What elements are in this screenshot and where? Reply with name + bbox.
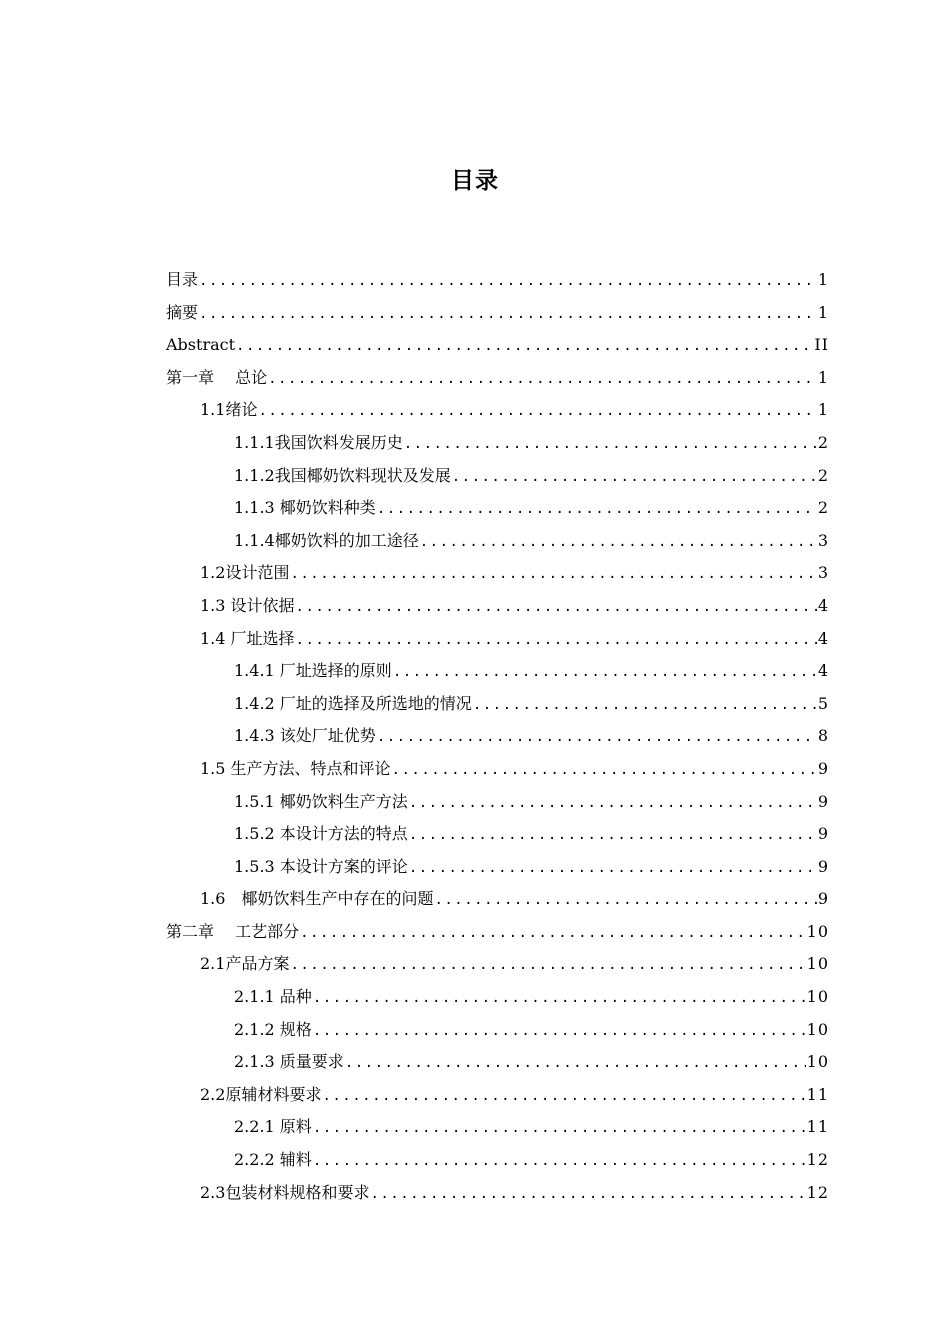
toc-entry-label: 1.5.2 本设计方法的特点 [234,824,408,844]
toc-page-number: 11 [806,1117,829,1137]
toc-page-number: 10 [806,1052,829,1072]
toc-page-number: 2 [817,465,829,485]
toc-page-number: 8 [817,726,829,746]
toc-page-number: 12 [806,1150,829,1170]
toc-dot-leader [300,917,806,950]
toc-page-number: 4 [817,628,829,648]
toc-dot-leader [473,689,817,722]
toc-dot-leader [345,1047,806,1080]
toc-dot-leader [236,330,813,363]
toc-dot-leader [313,1112,806,1145]
toc-entry[interactable] [166,786,829,819]
toc-page-number: 2 [817,432,829,452]
toc-entry[interactable] [166,362,829,395]
toc-page-number: 3 [817,530,829,550]
toc-dot-leader [313,982,806,1015]
toc-entry-label: 1.4 厂址选择 [200,628,295,648]
toc-entry-label: 1.4.3 该处厂址优势 [234,726,376,746]
toc-page-number: 1 [817,302,829,322]
toc-entry[interactable] [166,981,829,1014]
toc-entry-label: 2.2.2 辅料 [234,1150,312,1170]
toc-page-number: 11 [806,1084,829,1104]
toc-entry[interactable] [166,329,829,362]
toc-entry-label: 2.2.1 原料 [234,1117,312,1137]
toc-entry[interactable] [166,427,829,460]
toc-entry[interactable] [166,1046,829,1079]
toc-dot-leader [409,852,817,885]
toc-page-number: 4 [817,595,829,615]
toc-entry[interactable] [166,720,829,753]
toc-page-number: II [814,335,829,355]
toc-entry-label: 1.1绪论 [200,400,258,420]
toc-entry-label: 2.2原辅材料要求 [200,1084,322,1104]
toc-dot-leader [313,1145,806,1178]
toc-page-number: 5 [817,693,829,713]
toc-entry[interactable] [166,688,829,721]
toc-entry-label: 2.1.2 规格 [234,1019,312,1039]
toc-entry[interactable] [166,1111,829,1144]
toc-page-number: 9 [817,889,829,909]
toc-dot-leader [322,1080,805,1113]
toc-entry[interactable] [166,492,829,525]
toc-entry[interactable] [166,1014,829,1047]
toc-page-number: 1 [817,400,829,420]
toc-dot-leader [313,1015,806,1048]
toc-dot-leader [420,526,817,559]
toc-entry-label: 1.1.4椰奶饮料的加工途径 [234,530,419,550]
toc-entry-label: 2.1.1 品种 [234,987,312,1007]
toc-entry-label: 1.3 设计依据 [200,595,295,615]
toc-entry[interactable] [166,623,829,656]
toc-dot-leader [392,754,817,787]
toc-entry[interactable] [166,394,829,427]
toc-entry-label: Abstract [166,335,236,355]
toc-page-number: 2 [817,498,829,518]
page-title: 目录 [451,168,499,194]
toc-page-number: 3 [817,563,829,583]
toc-dot-leader [377,493,817,526]
toc-entry-label: 第二章 工艺部分 [166,921,300,941]
toc-dot-leader [268,363,817,396]
toc-dot-leader [370,1178,805,1211]
toc-page-number: 9 [817,758,829,778]
toc-page-number: 9 [817,791,829,811]
toc-dot-leader [404,428,817,461]
toc-entry-label: 2.1产品方案 [200,954,290,974]
toc-entry[interactable] [166,1144,829,1177]
toc-dot-leader [199,265,817,298]
toc-page-number: 4 [817,661,829,681]
toc-dot-leader [377,721,817,754]
toc-dot-leader [290,949,805,982]
toc-page-number: 10 [806,921,829,941]
toc-entry[interactable] [166,851,829,884]
toc-dot-leader [409,819,817,852]
toc-entry[interactable] [166,460,829,493]
toc-entry[interactable] [166,590,829,623]
toc-entry-label: 1.1.1我国饮料发展历史 [234,432,403,452]
toc-entry-label: 1.5.1 椰奶饮料生产方法 [234,791,408,811]
toc-page-number: 9 [817,824,829,844]
toc-entry-label: 摘要 [166,302,199,322]
toc-entry[interactable] [166,916,829,949]
toc-entry-label: 第一章 总论 [166,367,268,387]
toc-dot-leader [296,624,817,657]
toc-dot-leader [296,591,817,624]
toc-page-number: 10 [806,1019,829,1039]
toc-entry-label: 1.4.2 厂址的选择及所选地的情况 [234,693,472,713]
toc-page-number: 9 [817,856,829,876]
toc-entry-label: 目录 [166,270,199,289]
toc-page-number: 1 [817,367,829,387]
toc-page-number: 10 [806,987,829,1007]
toc-entry[interactable] [166,655,829,688]
toc-dot-leader [199,298,817,331]
toc-entry-label: 1.5.3 本设计方案的评论 [234,856,408,876]
toc-entry[interactable] [166,948,829,981]
toc-entry-label: 2.1.3 质量要求 [234,1052,344,1072]
toc-entry-label: 1.6 椰奶饮料生产中存在的问题 [200,889,434,909]
toc-entry-label: 1.1.3 椰奶饮料种类 [234,498,376,518]
toc-entry-label: 1.5 生产方法、特点和评论 [200,758,391,778]
toc-entry[interactable] [166,525,829,558]
toc-entry[interactable] [166,264,829,297]
toc-entry-label: 1.1.2我国椰奶饮料现状及发展 [234,465,451,485]
toc-entry[interactable] [166,1079,829,1112]
toc-entry-label: 1.2设计范围 [200,563,290,583]
toc-dot-leader [434,884,816,917]
toc-page-number: 1 [817,270,829,289]
toc-dot-leader [290,558,816,591]
toc-page-number: 12 [806,1182,829,1202]
toc-entry[interactable] [166,753,829,786]
toc-entry[interactable] [166,557,829,590]
toc-dot-leader [258,395,816,428]
toc-entry[interactable] [166,883,829,916]
toc-dot-leader [393,656,817,689]
toc-page-number: 10 [806,954,829,974]
toc-entry[interactable] [166,818,829,851]
toc-entry-label: 1.4.1 厂址选择的原则 [234,661,392,681]
toc-entry[interactable] [166,1177,829,1210]
toc-dot-leader [452,461,817,494]
toc-entry[interactable] [166,297,829,330]
table-of-contents [166,264,829,1209]
toc-entry-label: 2.3包装材料规格和要求 [200,1182,370,1202]
toc-dot-leader [409,787,817,820]
